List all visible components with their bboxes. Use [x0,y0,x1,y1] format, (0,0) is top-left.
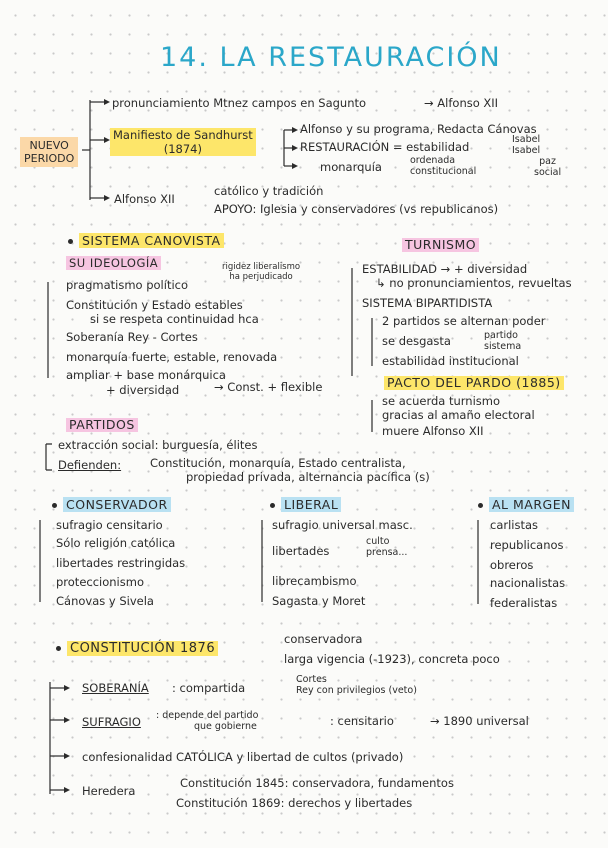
sufragio-label: SUFRAGIO [82,715,141,729]
monarquia-a: ordenada [410,155,456,166]
sufragio-universal: → 1890 universal [430,714,529,728]
liberal-item-5: librecambismo [272,574,357,588]
manifiesto-label [110,128,256,156]
al-margen-item-4: nacionalistas [490,576,566,590]
conservador-item-4: proteccionismo [56,575,144,589]
nuevo-periodo-line2: PERIODO [24,152,75,165]
liberal-item-6: Sagasta y Moret [272,594,366,608]
manifiesto-line2: (1874) [163,142,202,156]
turnismo-desgasta [484,330,521,352]
turnismo-item-8: estabilidad institucional [382,354,519,368]
heredera-b: Constitución 1869: derechos y libertades [176,796,413,810]
manifiesto-sub1: Alfonso y su programa, Redacta Cánovas [300,122,537,136]
ideologia-item-4: Soberanía Rey - Cortes [66,330,198,344]
bullet-icon [52,503,57,508]
sexenio-a: Isabel [512,134,541,145]
monarquia-c: paz [539,156,556,167]
ideologia-item-7: + diversidad [106,383,180,397]
ideologia-note-2: ha perjudicado [229,272,293,282]
turnismo-item-5: se desgasta [382,334,451,348]
pacto-item-2: gracias al amaño electoral [382,408,535,422]
sistema-heading-text: SISTEMA CANOVISTA [79,233,224,248]
alfonso-xii-arrow: → Alfonso XII [424,96,499,110]
monarquia-ab [410,155,476,177]
nuevo-periodo-line1: NUEVO [29,139,69,152]
sufragio-value-1: : depende del partido [156,710,259,721]
bullet-icon [270,503,275,508]
turnismo-item-1: ESTABILIDAD → + diversidad [362,262,528,276]
pacto-heading: PACTO DEL PARDO (1885) [384,376,564,390]
sufragio-value-2: que gobierne [194,721,257,732]
alfonso-label: Alfonso XII [114,192,175,206]
constitucion-side2: larga vigencia (-1923), concreta poco [284,652,500,666]
sufragio-value [156,710,258,732]
soberania-value: : compartida [172,681,246,695]
partidos-heading: PARTIDOS [66,418,138,432]
ideologia-note [222,262,300,282]
partidos-line2: Constitución, monarquía, Estado centralista, [150,456,406,470]
liberal-prensa: prensa... [366,547,408,558]
ideologia-heading: SU IDEOLOGÍA [66,256,161,270]
ideologia-item-3: si se respeta continuidad hca [90,312,259,326]
turnismo-partido: partido [484,330,518,341]
partidos-line3: propiedad privada, alternancia pacífica (s) [186,470,430,484]
turnismo-sistema: sistema [484,341,522,352]
liberal-culto-prensa [366,536,407,558]
al-margen-heading-text: AL MARGEN [489,497,574,512]
al-margen-item-2: republicanos [490,538,564,552]
turnismo-heading: TURNISMO [402,238,479,252]
turnismo-item-4: 2 partidos se alternan poder [382,314,546,328]
bullet-icon [68,239,73,244]
conservador-heading-text: CONSERVADOR [63,497,171,512]
al-margen-item-3: obreros [490,558,534,572]
nuevo-periodo-label [20,137,78,167]
liberal-item-2: libertades [272,544,330,558]
sistema-heading [68,234,224,248]
partidos-line1: extracción social: burguesía, élites [58,438,258,452]
manifiesto-line1: Manifiesto de Sandhurst [113,128,253,142]
partidos-defienden: Defienden: [58,458,122,472]
constitucion-side1: conservadora [284,632,363,646]
pronunciamiento-text: pronunciamiento Mtnez campos en Sagunto [112,96,367,110]
ideologia-note-1: rigidez liberalismo [222,262,301,272]
confesionalidad-text: confesionalidad CATÓLICA y libertad de cultos (privado) [82,750,404,764]
bullet-icon [56,646,61,651]
liberal-heading [270,498,341,512]
constitucion-heading [56,642,218,656]
sufragio-censitario: : censitario [330,714,394,728]
conservador-item-2: Sólo religión católica [56,536,176,550]
constitucion-heading-text: CONSTITUCIÓN 1876 [67,641,218,656]
page-title: 14. LA RESTAURACIÓN [160,42,502,73]
ideologia-item-5: monarquía fuerte, estable, renovada [66,350,278,364]
sexenio-text [512,134,540,156]
monarquia-cd [534,156,561,178]
ideologia-item-8: → Const. + flexible [214,380,323,394]
heredera-a: Constitución 1845: conservadora, fundamentos [180,776,454,790]
bullet-icon [478,503,483,508]
pacto-item-3: muere Alfonso XII [382,424,484,438]
pacto-item-1: se acuerda turnismo [382,394,501,408]
monarquia-b: constitucional [410,166,477,177]
conservador-item-1: sufragio censitario [56,518,163,532]
al-margen-heading [478,498,574,512]
liberal-culto: culto [366,536,390,547]
heredera-label: Heredera [82,784,136,798]
ideologia-item-1: pragmatismo político [66,278,189,292]
soberania-cortes: Cortes [296,674,327,685]
monarquia-d: social [534,167,562,178]
alfonso-b: APOYO: Iglesia y conservadores (vs republicanos) [214,202,499,216]
conservador-item-3: libertades restringidas [56,556,186,570]
manifiesto-sub2: RESTAURACIÓN = estabilidad [300,140,470,154]
liberal-item-1: sufragio universal masc. [272,518,413,532]
conservador-heading [52,498,171,512]
liberal-heading-text: LIBERAL [281,497,341,512]
ideologia-item-2: Constitución y Estado estables [66,298,243,312]
soberania-label: SOBERANÍA [82,681,149,695]
al-margen-item-5: federalistas [490,596,558,610]
turnismo-item-2: ↳ no pronunciamientos, revueltas [376,276,572,290]
turnismo-item-3: SISTEMA BIPARTIDISTA [362,296,493,310]
alfonso-a: católico y tradición [214,184,324,198]
soberania-rey: Rey con privilegios (veto) [296,685,417,696]
sexenio-b: Isabel [512,145,541,156]
monarquia-text: monarquía [320,160,382,174]
al-margen-item-1: carlistas [490,518,539,532]
ideologia-item-6: ampliar + base monárquica [66,368,226,382]
soberania-detail [296,674,417,696]
conservador-item-5: Cánovas y Sivela [56,594,154,608]
